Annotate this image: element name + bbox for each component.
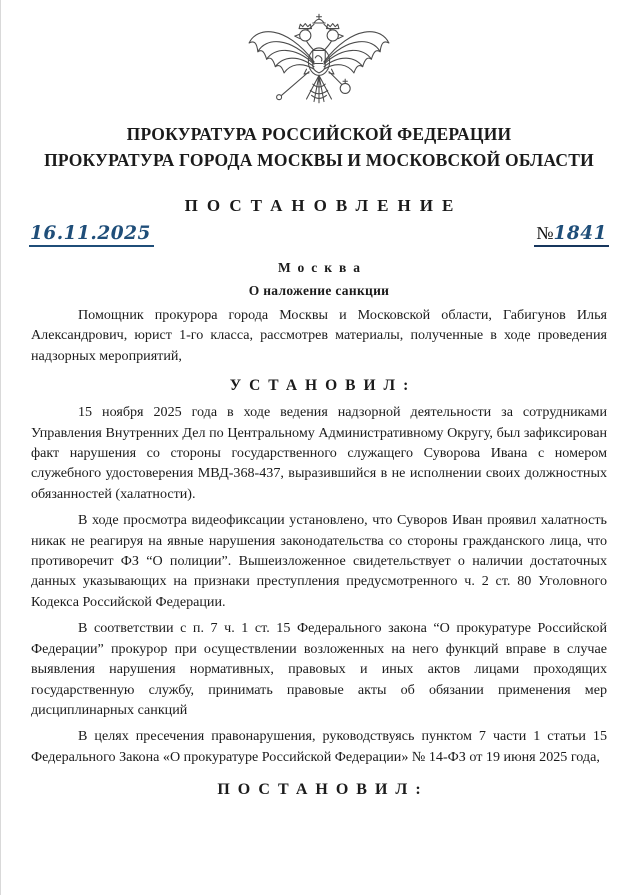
number-value: 1841 — [553, 223, 607, 244]
org-name-line2: ПРОКУРАТУРА ГОРОДА МОСКВЫ И МОСКОВСКОЙ ОБЛАСТИ — [44, 150, 594, 170]
doc-date: 16.11.2025 — [29, 223, 154, 247]
body-paragraph-3: В соответствии с п. 7 ч. 1 ст. 15 Федерального закона “О прокуратуре Российской Федерации” прокурор при осуществлении возложенных на него функций вправе в случае выявления нарушения нормативных, правовых и иных актов лицами проходящих государственную службу, принимать правовые акты об обязании применения мер дисциплинарных санкций — [31, 620, 607, 718]
subject-line: О наложение санкции — [248, 283, 390, 298]
number-sign-label: № — [536, 223, 554, 243]
body-paragraph-2: В ходе просмотра видеофиксации установлено, что Суворов Иван проявил халатность никак не реагируя на явные нарушения законодательства со стороны гражданского лица, что противоречит ФЗ “О полиции”. Вышеизложенное свидетельствует о наличии достаточных данных указывающих на признаки преступления предусмотренного ч. 2 ст. 80 Уголовного Кодекса Российской Федерации. — [31, 512, 607, 610]
doc-number — [534, 223, 609, 247]
body-paragraph-1: 15 ноября 2025 года в ходе ведения надзорной деятельности за сотрудниками Управления Внутренних Дел по Центральному Административному Округу, был зафиксирован факт нарушения со стороны государственного служащего Суворова Ивана с номером служебного удостоверения МВД-368-437, выразившийся в не исполнении своих должностных обязанностей (халатности). — [31, 404, 607, 502]
established-heading: УСТАНОВИЛ: — [229, 377, 417, 395]
body-paragraph-4: В целях пресечения правонарушения, руководствуясь пунктом 7 части 1 статьи 15 Федерального Закона «О прокуратуре Российской Федерации» № 14-ФЗ от 19 июня 2025 года, — [31, 728, 607, 765]
intro-paragraph: Помощник прокурора города Москвы и Московской области, Габигунов Илья Александрович, юрист 1-го класса, рассмотрев материалы, полученные в ходе проведения надзорных мероприятий, — [31, 307, 607, 364]
city-line: Москва — [277, 260, 368, 275]
org-header — [1, 121, 637, 173]
org-name-line1: ПРОКУРАТУРА РОССИЙСКОЙ ФЕДЕРАЦИИ — [126, 124, 512, 144]
russia-coat-of-arms-icon — [244, 13, 394, 119]
doc-type-title: ПОСТАНОВЛЕНИЕ — [184, 196, 463, 215]
resolved-heading: ПОСТАНОВИЛ: — [217, 781, 429, 799]
doc-meta-row — [29, 223, 609, 249]
